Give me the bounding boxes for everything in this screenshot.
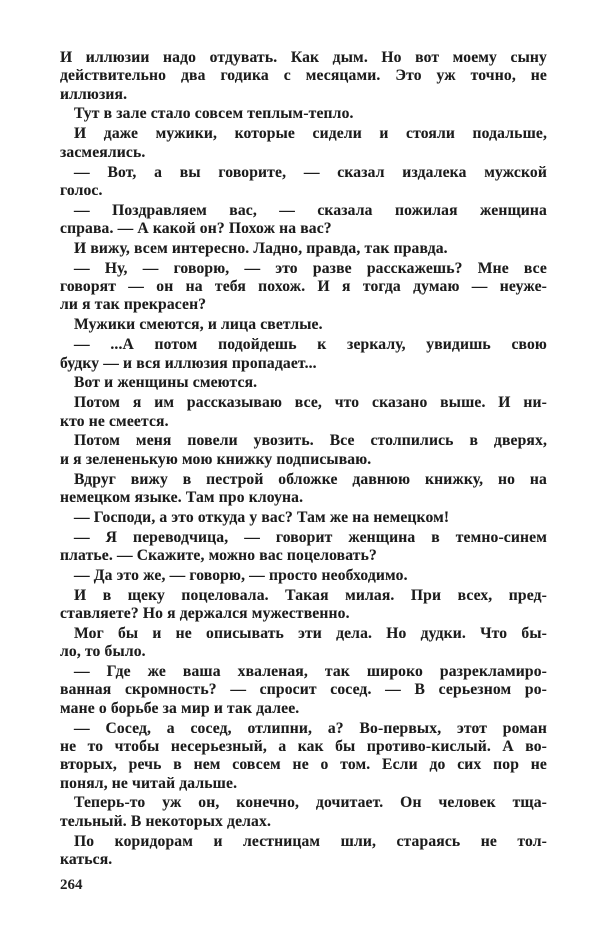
paragraph	[60, 240, 547, 258]
paragraph	[60, 529, 547, 566]
paragraph	[60, 164, 547, 201]
text-line: Мужики смеются, и лица светлые.	[74, 316, 323, 334]
text-line: — Вот, а вы говорите, — сказал издалека мужской	[74, 163, 547, 181]
text-line: справа. — А какой он? Похож на вас?	[60, 220, 332, 238]
text-line: ло, то было.	[60, 643, 146, 661]
paragraph	[60, 567, 547, 585]
text-line: будку — и вся иллюзия пропадает...	[60, 354, 317, 372]
paragraph	[60, 202, 547, 239]
text-line: — Господи, а это откуда у вас? Там же на немецком!	[74, 508, 450, 526]
text-line: ванная скромность? — спросит сосед. — В серьезном ро-	[60, 681, 547, 699]
text-line: Потом я им рассказываю все, что сказано выше. И ни-	[74, 394, 547, 412]
paragraph	[60, 663, 547, 718]
text-line: ставляете? Но я держался мужественно.	[60, 605, 350, 623]
text-line: И иллюзии надо отдувать. Как дым. Но вот моему сыну	[60, 49, 547, 66]
text-line: говорят — он на тебя похож. И я тогда думаю — неуже-	[60, 278, 547, 296]
text-line: каться.	[60, 850, 113, 868]
paragraph	[60, 625, 547, 662]
paragraph	[60, 432, 547, 469]
text-line: понял, не читай дальше.	[60, 774, 238, 792]
text-line: не то чтобы несерьезный, а как бы противо-кислый. А во-	[60, 737, 547, 755]
paragraph	[60, 394, 547, 431]
paragraph	[60, 260, 547, 315]
text-line: И в щеку поцеловала. Такая милая. При всех, пред-	[74, 586, 547, 604]
text-line: — Сосед, а сосед, отлипни, а? Во-первых, этот роман	[74, 719, 547, 737]
text-line: — Где же ваша хваленая, так широко разрекламиро-	[74, 663, 547, 681]
page-number: 264	[60, 877, 83, 893]
book-page-text	[60, 49, 547, 869]
text-line: И даже мужики, которые сидели и стояли подальше,	[74, 125, 547, 143]
paragraph	[60, 471, 547, 508]
text-line: Мог бы и не описывать эти дела. Но дудки. Что бы-	[74, 625, 547, 642]
text-line: — Поздравляем вас, — сказала пожилая женщина	[74, 201, 547, 219]
text-line: По коридорам и лестницам шли, стараясь не тол-	[74, 832, 547, 850]
text-line: ли я так прекрасен?	[60, 296, 207, 314]
text-line: — Ну, — говорю, — это разве расскажешь? Мне все	[74, 259, 547, 277]
text-line: тельный. В некоторых делах.	[60, 812, 271, 830]
text-line: действительно два годика с месяцами. Это уж точно, не	[60, 67, 547, 85]
paragraph	[60, 336, 547, 373]
paragraph	[60, 105, 547, 123]
text-line: — ...А потом подойдешь к зеркалу, увидишь свою	[74, 336, 547, 354]
paragraph	[60, 587, 547, 624]
text-line: — Да это же, — говорю, — просто необходимо.	[74, 566, 408, 584]
paragraph	[60, 374, 547, 392]
text-line: иллюзия.	[60, 85, 128, 103]
paragraph	[60, 794, 547, 831]
paragraph	[60, 125, 547, 162]
text-line: засмеялись.	[60, 143, 146, 161]
text-line: И вижу, всем интересно. Ладно, правда, так правда.	[74, 239, 448, 257]
text-line: и я зелененькую мою книжку подписываю.	[60, 450, 372, 468]
text-line: вторых, речь в нем совсем не о том. Если до сих пор не	[60, 756, 547, 774]
text-line: немецком языке. Там про клоуна.	[60, 488, 304, 506]
text-line: мане о борьбе за мир и так далее.	[60, 699, 300, 717]
paragraph	[60, 316, 547, 334]
text-line: Потом меня повели увозить. Все столпились в дверях,	[74, 432, 547, 450]
text-line: Вдруг вижу в пестрой обложке давнюю книжку, но на	[74, 470, 547, 488]
text-line: кто не смеется.	[60, 412, 169, 430]
paragraph	[60, 720, 547, 793]
text-line: Вот и женщины смеются.	[74, 374, 258, 392]
text-line: платье. — Скажите, можно вас поцеловать?	[60, 547, 377, 565]
text-line: Тут в зале стало совсем теплым-тепло.	[74, 105, 354, 123]
paragraph	[60, 49, 547, 104]
paragraph	[60, 833, 547, 870]
text-line: голос.	[60, 181, 103, 199]
paragraph	[60, 509, 547, 527]
text-line: Теперь-то уж он, конечно, дочитает. Он человек тща-	[74, 794, 547, 812]
text-line: — Я переводчица, — говорит женщина в темно-синем	[74, 528, 547, 546]
